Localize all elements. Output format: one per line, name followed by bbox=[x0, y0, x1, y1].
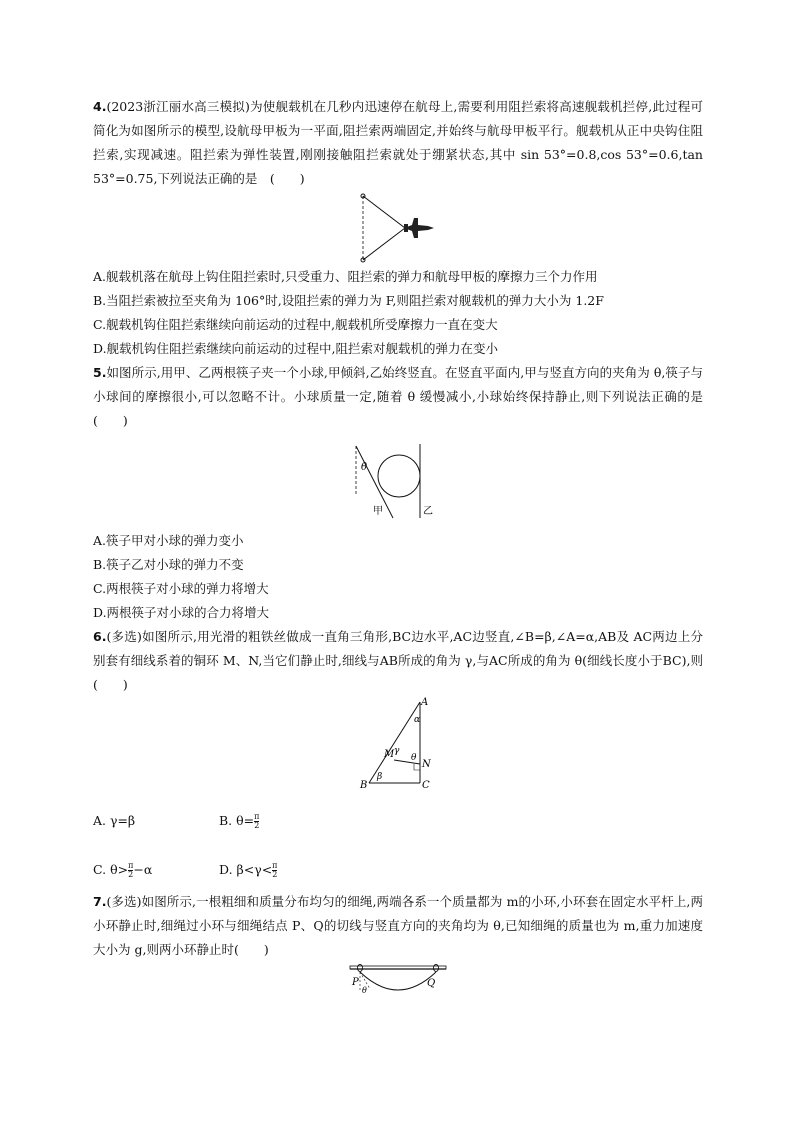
option-c: C.舰载机钩住阻拦索继续向前运动的过程中,舰载机所受摩擦力一直在变大 bbox=[93, 317, 498, 332]
label-a: A bbox=[421, 697, 429, 708]
question-number: 4. bbox=[93, 99, 107, 114]
chopstick-yi-label: 乙 bbox=[423, 506, 433, 517]
chopstick-jia-label: 甲 bbox=[373, 506, 383, 517]
rope-rings-figure bbox=[348, 962, 450, 1000]
label-p: P bbox=[352, 977, 359, 988]
q4-options bbox=[93, 265, 713, 361]
option-d: D.两根筷子对小球的合力将增大 bbox=[93, 605, 270, 620]
question-stem: (2023浙江丽水高三模拟)为使舰载机在几秒内迅速停在航母上,需要利用阻拦索将高速舰载机拦停,此过程可简化为如图所示的模型,设航母甲板为一平面,阻拦索两端固定,并始终与航母甲板平行。舰载机从正中央钩住阻拦索,实现减速。阻拦索为弹性装置,刚刚接触阻拦索就处于绷紧状态,其中 sin 53°=0.8,cos 53°=0.6,tan 53°=0.75,下列说法正确的是 ( ) bbox=[93, 99, 703, 186]
arresting-cable-figure bbox=[350, 190, 440, 266]
triangle-figure bbox=[355, 695, 445, 795]
jet-icon bbox=[404, 218, 434, 238]
label-alpha: α bbox=[414, 715, 421, 725]
label-beta: β bbox=[377, 772, 383, 782]
label-theta: θ bbox=[362, 986, 367, 995]
option-b: B.当阻拦索被拉至夹角为 106°时,设阻拦索的弹力为 F,则阻拦索对舰载机的弹力大小为 1.2F bbox=[93, 293, 604, 308]
label-q: Q bbox=[427, 978, 436, 989]
option-a: A.舰载机落在航母上钩住阻拦索时,只受重力、阻拦索的弹力和航母甲板的摩擦力三个力作用 bbox=[93, 269, 598, 284]
fraction-pi-over-2: $\frac{\pi}{2}$ bbox=[254, 812, 260, 830]
label-theta: θ bbox=[411, 753, 417, 763]
question-7 bbox=[93, 890, 703, 962]
option-a: A.筷子甲对小球的弹力变小 bbox=[93, 533, 244, 548]
q5-options bbox=[93, 529, 713, 625]
question-number: 6. bbox=[93, 629, 107, 644]
option-d: D. β<γ< $\frac{\pi}{2}$ bbox=[219, 861, 278, 879]
label-m: M bbox=[384, 749, 395, 760]
option-d: D.舰载机钩住阻拦索继续向前运动的过程中,阻拦索对舰载机的弹力在变小 bbox=[93, 341, 499, 356]
fraction-pi-over-2: $\frac{\pi}{2}$ bbox=[272, 861, 278, 879]
theta-label: θ bbox=[361, 462, 368, 473]
chopsticks-figure bbox=[345, 440, 445, 520]
option-b: B. θ= $\frac{\pi}{2}$ bbox=[219, 812, 260, 830]
option-c: C. θ> $\frac{\pi}{2}$ −α bbox=[93, 861, 153, 879]
question-number: 7. bbox=[93, 894, 107, 909]
label-gamma: γ bbox=[394, 746, 400, 756]
question-4 bbox=[93, 95, 703, 191]
fraction-pi-over-2: $\frac{\pi}{2}$ bbox=[128, 861, 134, 879]
option-a: A. γ=β bbox=[93, 813, 136, 828]
question-stem: 如图所示,用甲、乙两根筷子夹一个小球,甲倾斜,乙始终竖直。在竖直平面内,甲与竖直方向的夹角为 θ,筷子与小球间的摩擦很小,可以忽略不计。小球质量一定,随着 θ 缓慢减小,小球始终保持静止,则下列说法正确的是( ) bbox=[93, 365, 703, 428]
question-6 bbox=[93, 625, 703, 697]
question-stem: (多选)如图所示,用光滑的粗铁丝做成一直角三角形,BC边水平,AC边竖直,∠B=β,∠A=α,AB及 AC两边上分别套有细线系着的铜环 M、N,当它们静止时,细线与AB所成的角为 γ,与AC所成的角为 θ(细线长度小于BC),则( ) bbox=[93, 629, 703, 692]
label-b: B bbox=[360, 780, 368, 791]
label-n: N bbox=[422, 759, 431, 770]
label-c: C bbox=[422, 780, 430, 791]
question-5 bbox=[93, 361, 703, 433]
option-c: C.两根筷子对小球的弹力将增大 bbox=[93, 581, 269, 596]
question-number: 5. bbox=[93, 365, 107, 380]
question-stem: (多选)如图所示,一根粗细和质量分布均匀的细绳,两端各系一个质量都为 m的小环,小环套在固定水平杆上,两小环静止时,细绳过小环与细绳结点 P、Q的切线与竖直方向的夹角均为 θ,已知细绳的质量也为 m,重力加速度大小为 g,则两小环静止时( ) bbox=[93, 894, 703, 957]
option-b: B.筷子乙对小球的弹力不变 bbox=[93, 557, 244, 572]
